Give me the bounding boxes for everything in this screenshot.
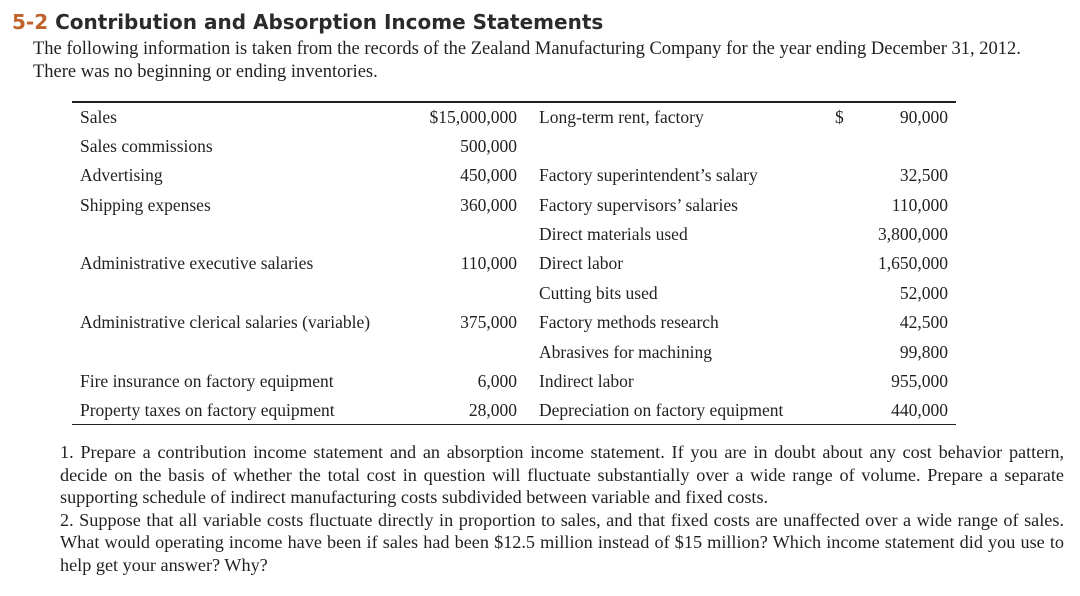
left-item-label: Advertising <box>80 165 163 185</box>
right-item-label: Indirect labor <box>539 371 634 391</box>
left-item-label: Property taxes on factory equipment <box>80 400 335 420</box>
question-1: 1. Prepare a contribution income statement and an absorption income statement. If you are in doubt about any cost behavior pattern, decide on the basis of whether the total cost in question will fluctuate substantially over a wide range of volume. Prepare a separate supporting schedule of indirect manufacturing costs subdivided between variable and fixed costs. <box>60 442 1064 507</box>
left-item-amount: 450,000 <box>460 165 517 185</box>
problem-number: 5-2 <box>12 10 49 34</box>
problem-intro: The following information is taken from the records of the Zealand Manufacturing Company for the year ending December 31, 2012. There was no beginning or ending inventories. <box>33 39 1021 82</box>
left-item-amount: 360,000 <box>460 195 517 215</box>
left-item-label: Fire insurance on factory equipment <box>80 371 334 391</box>
left-item-amount: 28,000 <box>468 400 517 420</box>
right-item-amount: 42,500 <box>899 312 948 332</box>
problem-heading <box>12 9 603 35</box>
table-bottom-rule <box>72 424 956 425</box>
right-item-amount: 955,000 <box>891 371 948 391</box>
right-item-label: Cutting bits used <box>539 283 658 303</box>
left-item-amount: 500,000 <box>460 136 517 156</box>
right-item-label: Direct materials used <box>539 224 688 244</box>
left-item-label: Sales commissions <box>80 136 213 156</box>
left-item-label: Shipping expenses <box>80 195 211 215</box>
right-item-amount: 52,000 <box>899 283 948 303</box>
right-item-amount: 1,650,000 <box>878 253 948 273</box>
left-item-amount: 6,000 <box>477 371 517 391</box>
right-item-amount: 3,800,000 <box>878 224 948 244</box>
left-item-amount: 375,000 <box>460 312 517 332</box>
right-item-amount: 110,000 <box>891 195 948 215</box>
table-top-rule <box>72 101 956 103</box>
questions <box>60 441 1064 576</box>
left-item-amount: 110,000 <box>460 253 517 273</box>
right-item-label: Factory supervisors’ salaries <box>539 195 738 215</box>
right-item-label: Factory methods research <box>539 312 719 332</box>
right-item-amount: 99,800 <box>899 342 948 362</box>
right-item-label: Abrasives for machining <box>539 342 713 362</box>
problem-title: Contribution and Absorption Income Statements <box>55 10 604 34</box>
right-item-amount: 440,000 <box>891 400 948 420</box>
right-item-amount: 90,000 <box>899 107 948 127</box>
right-item-label: Factory superintendent’s salary <box>539 165 758 185</box>
right-item-amount: 32,500 <box>899 165 948 185</box>
right-item-label: Long-term rent, factory <box>539 107 704 127</box>
currency-symbol: $ <box>835 107 844 127</box>
left-item-amount: $15,000,000 <box>429 107 517 127</box>
right-item-label: Direct labor <box>539 253 624 273</box>
right-item-label: Depreciation on factory equipment <box>539 400 784 420</box>
question-2: 2. Suppose that all variable costs fluctuate directly in proportion to sales, and that fixed costs are unaffected over a wide range of sales. What would operating income have been if sales had been $12.5 million instead of $15 million? Which income statement did you use to help get your answer? Why? <box>60 509 1064 575</box>
left-item-label: Administrative executive salaries <box>80 253 314 273</box>
left-item-label: Sales <box>80 107 117 127</box>
left-item-label: Administrative clerical salaries (variable) <box>80 312 371 332</box>
